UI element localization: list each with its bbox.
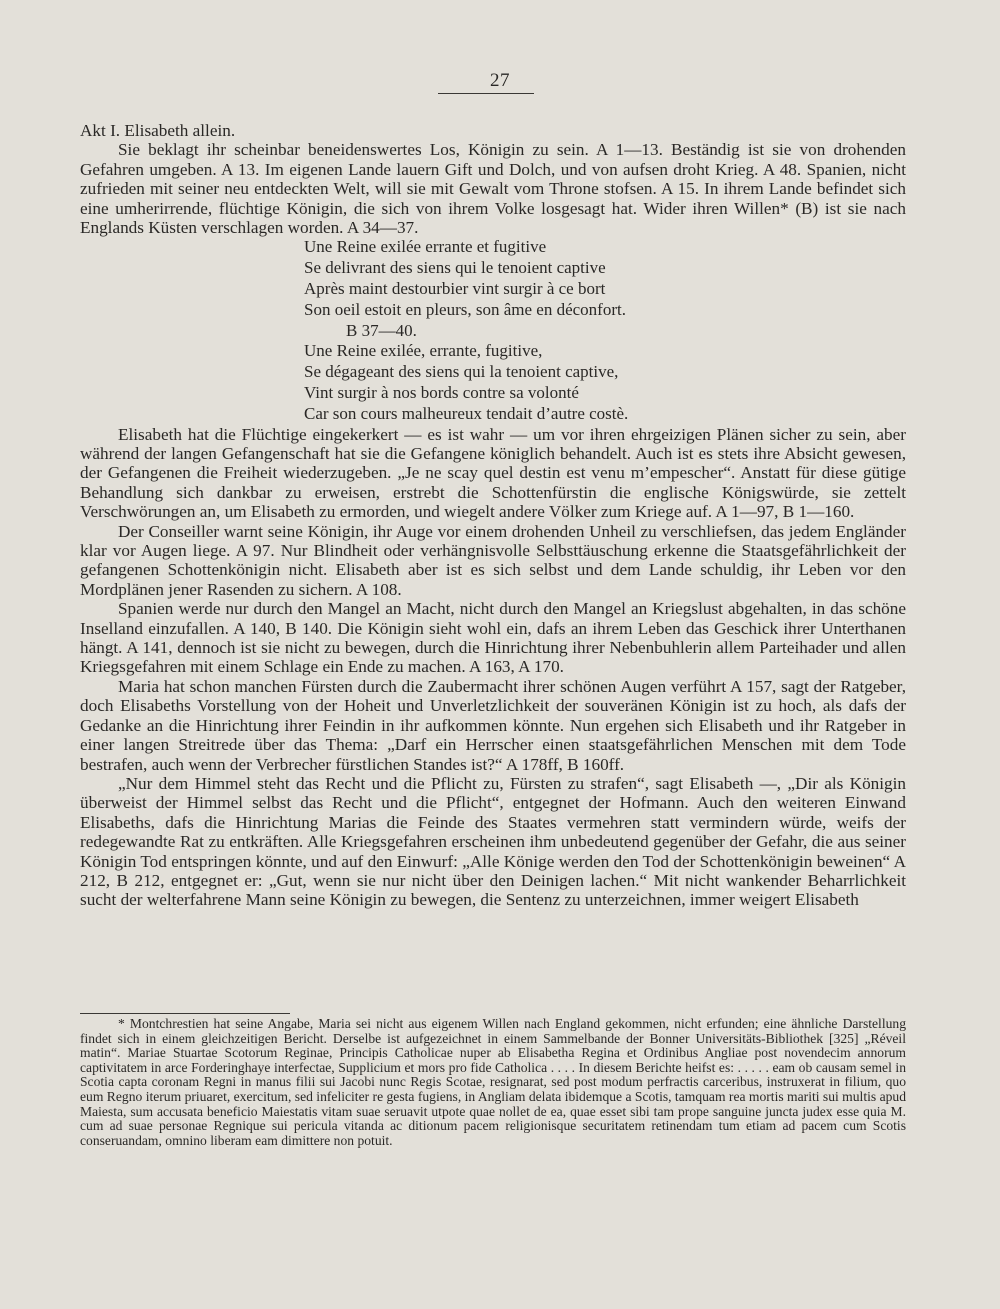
act-heading: Akt I. Elisabeth allein. xyxy=(80,121,236,140)
verse-a-line-4: Son oeil estoit en pleurs, son âme en déconfort. xyxy=(304,299,626,319)
footnote: * Montchrestien hat seine Angabe, Maria sei nicht aus eigenem Willen nach England gekommen, nicht erfunden; eine ähnliche Darstellung findet sich in einem gleichzeitigen Bericht. Derselbe ist aufgezeichnet in einem Sammelbande der Bonner Universitäts-Bibliothek [325] „Réveil matin“. Mariae Stuartae Scotorum Reginae, Principis Catholicae nuper ab Elisabetha Regina et Ordinibus Angliae post novendecim annorum captivitatem in arce Forderinghaye interfectae, Supplicium et mors pro fide Catholica . . . . In diesem Berichte heifst es: . . . . . eam ob causam semel in Scotia capta coronam Regni in manus filii sui Jacobi nunc Regis Scotae, resignarat, sed post modum perfractis carceribus, instruxerat in filium, quo eum Regno iterum priuaret, exercitum, sed infeliciter re gesta fugiens, in Angliam delata ibidemque a Scotis, tamquam rea mortis mariti sui multis apud Maiesta, sum accusata beneficio Maiestatis vitam suae seruavit utpote quae nollet de ea, quae esset sibi tam prope sanguine juncta judex esse quia M. cum ad suae personae Regnique sui pericula vitanda ac ditionum pacem religionisque securitatem retinendam tum etiam ad pacem cum Scotis conseruandam, omnino liberam eam dimittere non potuit. xyxy=(80,1016,906,1148)
verse-a-line-1: Une Reine exilée errante et fugitive xyxy=(304,237,547,257)
paragraph-1: Sie beklagt ihr scheinbar beneidenswertes Los, Königin zu sein. A 1—13. Beständig ist sie von drohenden Gefahren umgeben. A 13. Im eigenen Lande lauern Gift und Dolch, und von aufsen droht Krieg. A 48. Spanien, nicht zufrieden mit seiner neu entdeckten Welt, will sie mit Gewalt vom Throne stofsen. A 15. In ihrem Lande befindet sich eine umherirrende, flüchtige Königin, die sich von ihrem Volke losgesagt hat. Wider ihren Willen* (B) ist sie nach Englands Küsten verschlagen worden. A 34—37. xyxy=(80,140,906,238)
paragraph-2: Elisabeth hat die Flüchtige eingekerkert — es ist wahr — um vor ihren ehrgeizigen Plänen sicher zu sein, aber während der langen Gefangenschaft hat sie die Gefangene königlich behandelt. Auch ist es stets ihre Absicht gewesen, der Gefangenen die Freiheit wiederzugeben. „Je ne scay quel destin est venu m’empescher“. Anstatt für diese gütige Behandlung sich dankbar zu erweisen, erstrebt die Schottenfürstin die englische Königswürde, sie zettelt Verschwörungen an, um Elisabeth zu ermorden, und wiegelt andere Völker zum Kriege auf. A 1—97, B 1—160. xyxy=(80,424,906,522)
verse-b-line-1: Une Reine exilée, errante, fugitive, xyxy=(304,341,543,361)
page-number-rule xyxy=(438,93,534,94)
verse-block-a xyxy=(304,237,906,341)
paragraph-6: „Nur dem Himmel steht das Recht und die Pflicht zu, Fürsten zu strafen“, sagt Elisabeth —, „Dir als Königin überweist der Himmel selbst das Recht und die Pflicht“, entgegnet der Hofmann. Auch den weiteren Einwand Elisabeths, dafs die Hinrichtung Marias die Feinde des Staates vermehren statt vermindern würde, weifs der redegewandte Rat zu entkräften. Alle Kriegsgefahren erscheinen ihm unbedeutend gegenüber der Gefahr, die aus seiner Königin Tod entspringen könnte, und auf den Einwurf: „Alle Könige werden den Tod der Schottenkönigin beweinen“ A 212, B 212, entgegnet er: „Gut, wenn sie nur nicht über den Deinigen lachen.“ Mit nicht wankender Beharrlichkeit sucht der welterfahrene Mann seine Königin zu bewegen, die Sentenz zu unterzeichnen, immer weigert Elisabeth xyxy=(80,773,906,910)
page-number: 27 xyxy=(490,70,510,91)
verse-b-line-4: Car son cours malheureux tendait d’autre costè. xyxy=(304,403,629,423)
footnote-rule xyxy=(80,1013,290,1014)
paragraph-5: Maria hat schon manchen Fürsten durch die Zaubermacht ihrer schönen Augen verführt A 157, sagt der Ratgeber, doch Elisabeths Vorstellung von der Hoheit und Unverletzlichkeit der souveränen Königin ist zu hoch, als dafs der Gedanke an die Hinrichtung ihrer Feindin in ihr aufkommen könnte. Nun ergehen sich Elisabeth und ihr Ratgeber in einer langen Streitrede über das Thema: „Darf ein Herrscher einen staatsgefährlichen Menschen mit dem Tode bestrafen, auch wenn der Verbrecher fürstlichen Standes ist?“ A 178ff, B 160ff. xyxy=(80,676,906,774)
paragraph-4: Spanien werde nur durch den Mangel an Macht, nicht durch den Mangel an Kriegslust abgehalten, in das schöne Inselland einzufallen. A 140, B 140. Die Königin sieht wohl ein, dafs an ihrem Leben das Geschick ihrer Unterthanen hängt. A 141, dennoch ist sie nicht zu bewegen, durch die Hinrichtung ihrer Nebenbuhlerin allem Parteihader und allen Kriegsgefahren mit einem Schlage ein Ende zu machen. A 163, A 170. xyxy=(80,599,906,677)
main-text xyxy=(80,121,906,910)
paragraph-3: Der Conseiller warnt seine Königin, ihr Auge vor einem drohenden Unheil zu verschliefsen, das jedem Engländer klar vor Augen liege. A 97. Nur Blindheit oder verhängnisvolle Selbsttäuschung erkenne die Staatsgefährlichkeit der gefangenen Schottenkönigin nicht. Elisabeth aber ist es sich selbst und dem Lande schuldig, ihr Leben vor den Mordplänen jener Rasenden zu sichern. A 108. xyxy=(80,521,906,599)
verse-b-line-3: Vint surgir à nos bords contre sa volonté xyxy=(304,383,579,403)
verse-reference: B 37—40. xyxy=(346,320,417,340)
verse-a-line-2: Se delivrant des siens qui le tenoient captive xyxy=(304,258,606,278)
verse-b-line-2: Se dégageant des siens qui la tenoient captive, xyxy=(304,362,619,382)
verse-block-b xyxy=(304,341,906,424)
verse-a-line-3: Après maint destourbier vint surgir à ce bort xyxy=(304,279,606,299)
